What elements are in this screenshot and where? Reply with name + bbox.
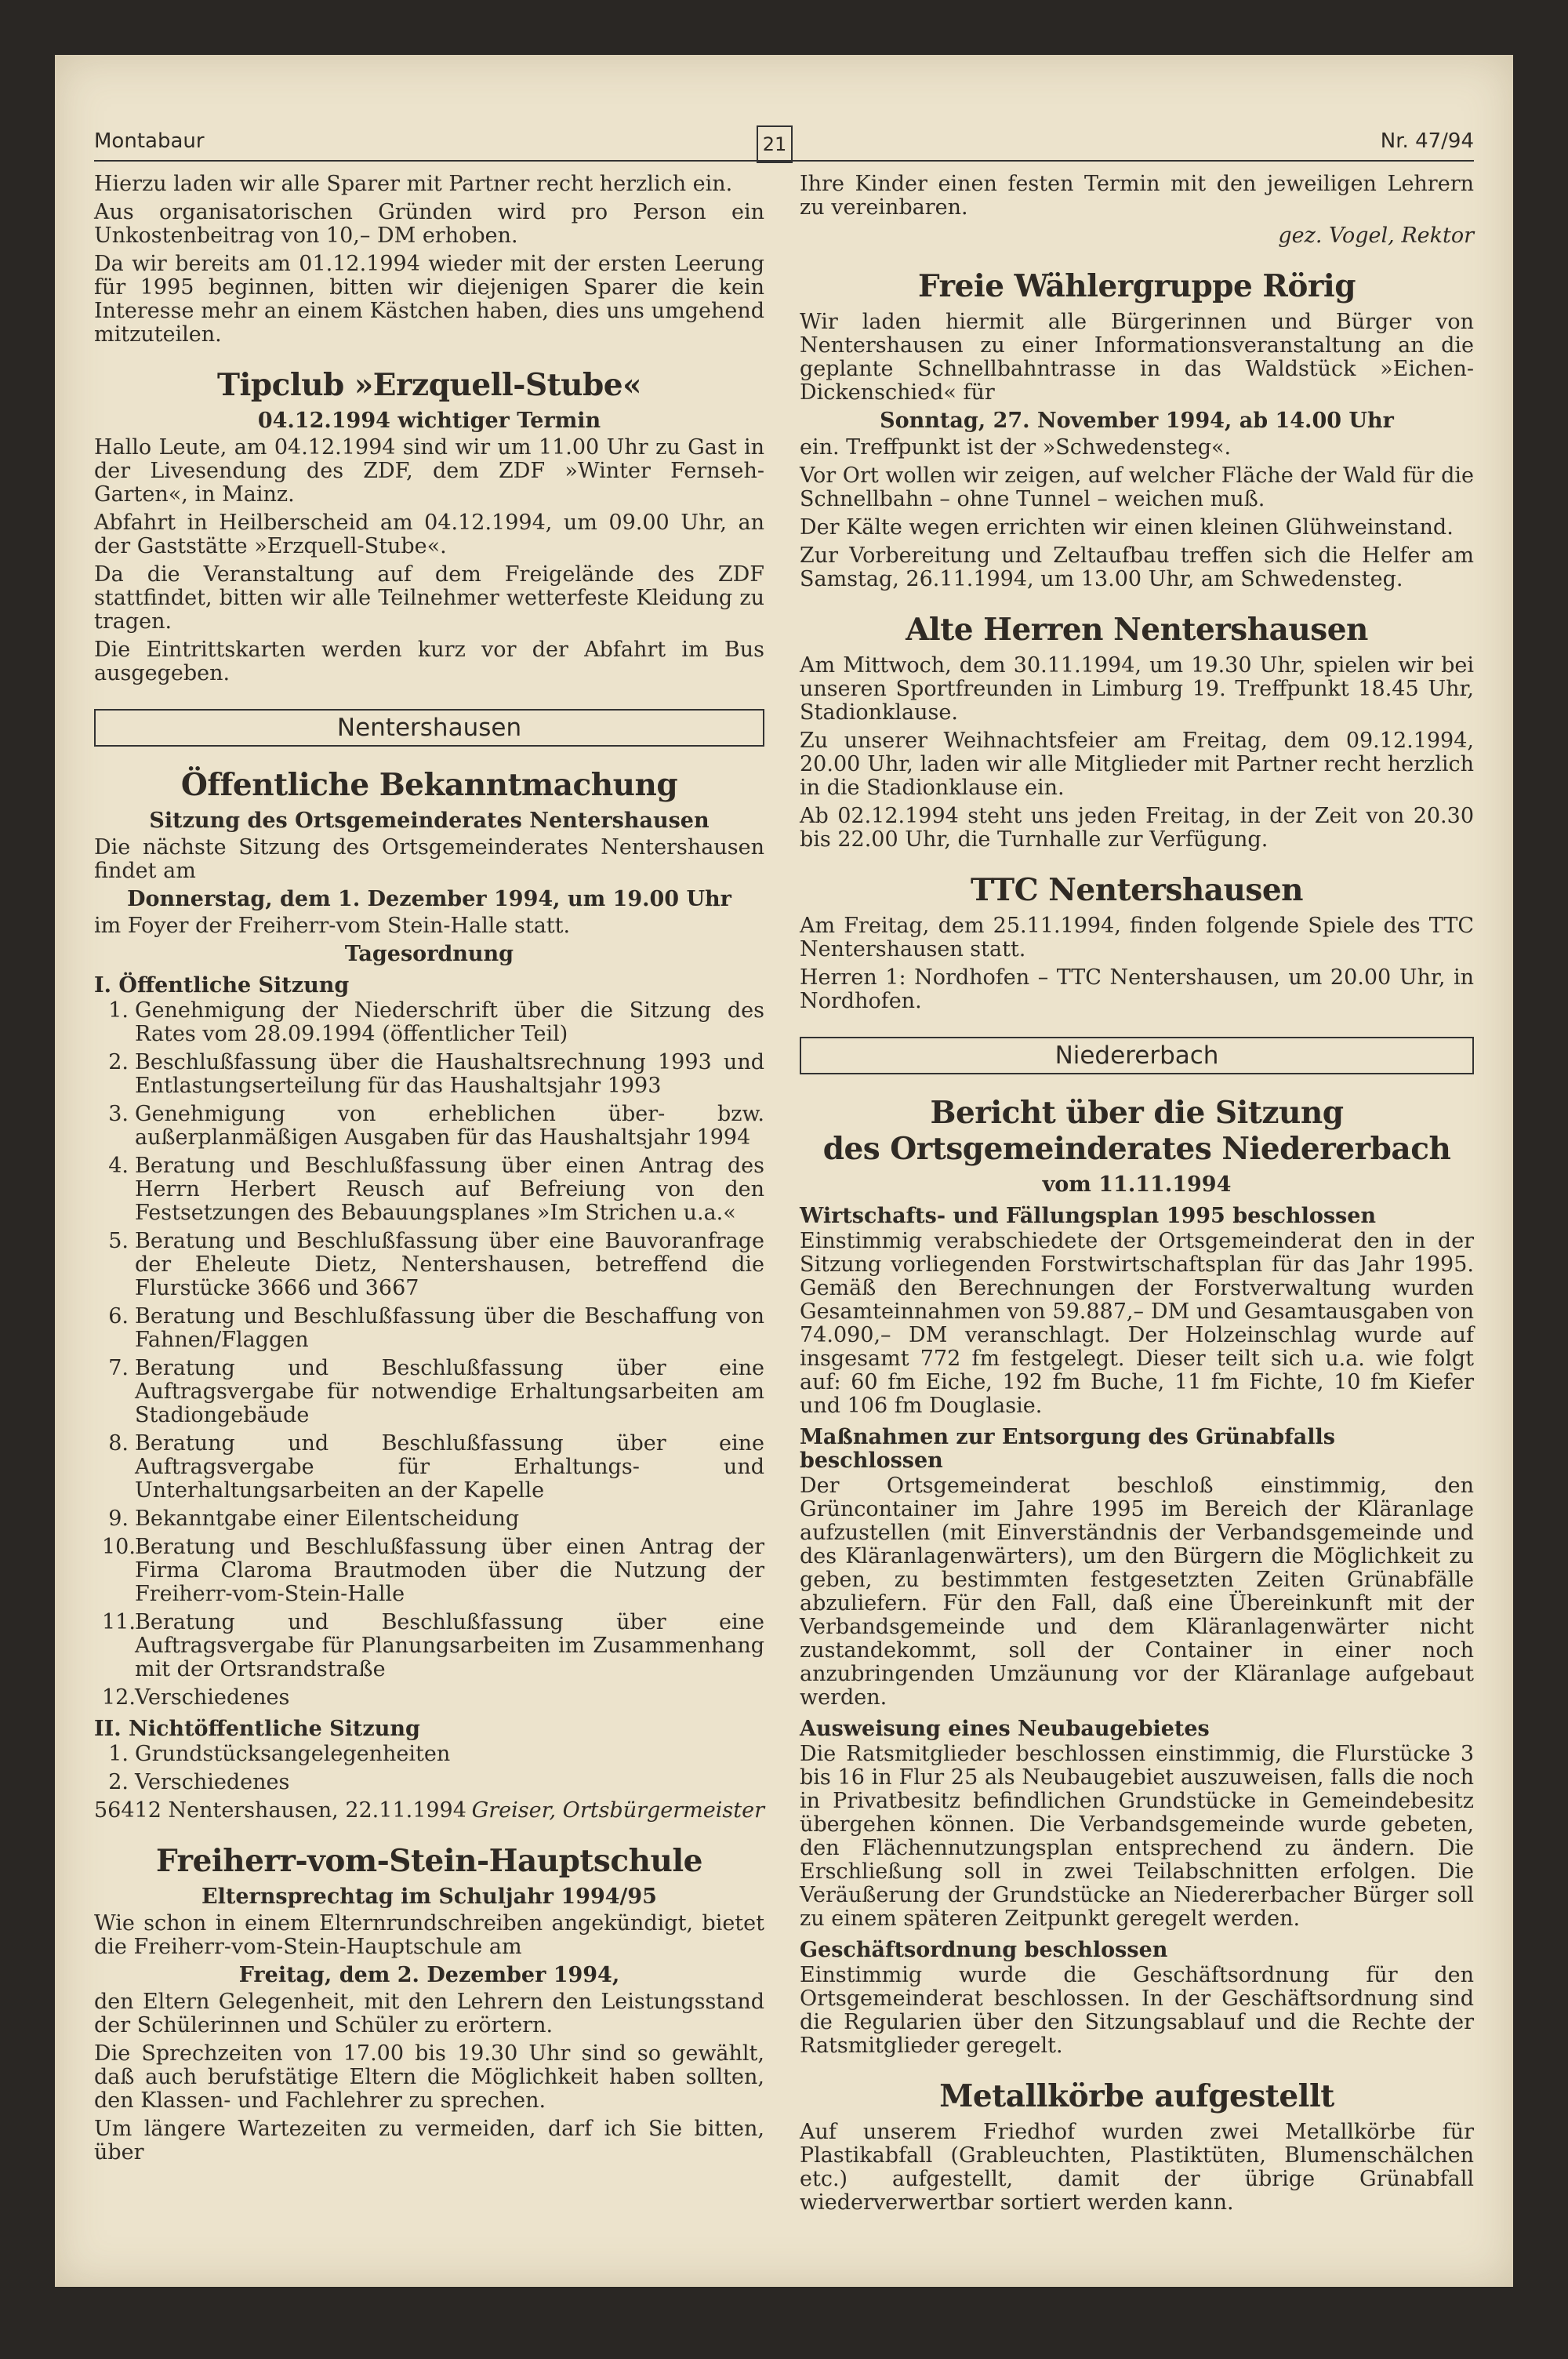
agenda-text: Beschlußfassung über die Haushaltsrechnung 1993 und Entlastungserteilung für das Haushaltsjahr 1993 xyxy=(135,1050,764,1098)
agenda-item xyxy=(94,1536,764,1606)
fwg-para: Zur Vorbereitung und Zeltaufbau treffen sich die Helfer am Samstag, 26.11.1994, um 13.00 Uhr, am Schwedensteg. xyxy=(800,543,1474,591)
ah-para: Am Mittwoch, dem 30.11.1994, um 19.30 Uhr, spielen wir bei unseren Sportfreunden in Limburg 19. Treffpunkt 18.45 Uhr, Stadionklause. xyxy=(800,653,1474,725)
fwg-date: Sonntag, 27. November 1994, ab 14.00 Uhr xyxy=(880,409,1394,433)
tipclub-subtitle: 04.12.1994 wichtiger Termin xyxy=(257,409,601,433)
agenda-num: 11. xyxy=(102,1610,136,1634)
agenda-item xyxy=(94,1357,764,1427)
private-agenda-list xyxy=(94,1743,764,1794)
notice-intro: Die nächste Sitzung des Ortsgemeinderates Nentershausen findet am xyxy=(94,835,764,883)
agenda-num: 7. xyxy=(108,1356,129,1380)
notice-subtitle: Sitzung des Ortsgemeinderates Nentershausen xyxy=(149,809,710,833)
report-title-line1: Bericht über die Sitzung xyxy=(930,1095,1344,1131)
agenda-item xyxy=(94,1771,764,1794)
school-signature: gez. Vogel, Rektor xyxy=(1278,224,1474,248)
report-date: vom 11.11.1994 xyxy=(1042,1172,1232,1197)
notice-date: Donnerstag, dem 1. Dezember 1994, um 19.00 Uhr xyxy=(127,887,731,911)
agenda-item xyxy=(94,1154,764,1225)
agenda-item xyxy=(94,1230,764,1300)
agenda-text: Beratung und Beschlußfassung über die Beschaffung von Fahnen/Flaggen xyxy=(135,1304,764,1352)
agenda-num: 3. xyxy=(108,1102,129,1126)
fwg-para: Der Kälte wegen errichten wir einen kleinen Glühweinstand. xyxy=(800,515,1454,540)
agenda-title: Tagesordnung xyxy=(344,942,514,966)
intro-para: Aus organisatorischen Gründen wird pro Person ein Unkostenbeitrag von 10,– DM erhoben. xyxy=(94,200,764,248)
agenda-num: 4. xyxy=(108,1154,129,1178)
agenda-text: Beratung und Beschlußfassung über eine Auftragsvergabe für Planungsarbeiten im Zusammenhang mit der Ortsrandstraße xyxy=(135,1610,764,1681)
school-intro: Wie schon in einem Elternrundschreiben angekündigt, bietet die Freiherr-vom-Stein-Hauptschule am xyxy=(94,1911,764,1959)
ttc-title: TTC Nentershausen xyxy=(970,872,1304,908)
agenda-text: Verschiedenes xyxy=(135,1770,290,1794)
agenda-text: Beratung und Beschlußfassung über eine Bauvoranfrage der Eheleute Dietz, Nentershausen, betreffend die Flurstücke 3666 und 3667 xyxy=(135,1229,764,1300)
agenda-text: Genehmigung von erheblichen über- bzw. außerplanmäßigen Ausgaben für das Haushaltsjahr 1994 xyxy=(135,1102,764,1150)
tipclub-para: Hallo Leute, am 04.12.1994 sind wir um 11.00 Uhr zu Gast in der Livesendung des ZDF, dem ZDF »Winter Fernseh-Garten«, in Mainz. xyxy=(94,435,764,507)
header-town: Montabaur xyxy=(94,129,205,153)
page-number: 21 xyxy=(757,125,793,163)
report-title-line2: des Ortsgemeinderates Niedererbach xyxy=(822,1131,1451,1167)
report-section-text: Einstimmig verabschiedete der Ortsgemeinderat den in der Sitzung vorliegenden Forstwirtschaftsplan für das Jahr 1995. Gemäß den Berechnungen der Forstverwaltung wurden Gesamteinnahmen von 59.887,– DM und Gesamtausgaben von 74.090,– DM veranschlagt. Der Holzeinschlag wurde auf insgesamt 772 fm festgelegt. Dieser teilt sich u.a. wie folgt auf: 60 fm Eiche, 192 fm Buche, 11 fm Fichte, 10 fm Kiefer und 106 fm Douglasie. xyxy=(800,1229,1474,1418)
agenda-num: 12. xyxy=(102,1685,136,1710)
agenda-num: 1. xyxy=(108,1742,129,1766)
agenda-num: 1. xyxy=(108,998,129,1023)
notice-place-date: 56412 Nentershausen, 22.11.1994 xyxy=(94,1798,466,1823)
agenda-num: 2. xyxy=(108,1050,129,1074)
agenda-text: Beratung und Beschlußfassung über eine Auftragsvergabe für Erhaltungs- und Unterhaltungsarbeiten an der Kapelle xyxy=(135,1431,764,1503)
notice-title: Öffentliche Bekanntmachung xyxy=(180,767,678,803)
ah-para: Ab 02.12.1994 steht uns jeden Freitag, in der Zeit von 20.30 bis 22.00 Uhr, die Turnhalle zur Verfügung. xyxy=(800,804,1474,852)
report-section-title: Ausweisung eines Neubaugebietes xyxy=(800,1717,1210,1741)
report-section-text: Einstimmig wurde die Geschäftsordnung für den Ortsgemeinderat beschlossen. In der Geschäftsordnung sind die Regularien über den Sitzungsablauf und die Rechte der Ratsmitglieder geregelt. xyxy=(800,1963,1474,2058)
report-section-text: Der Ortsgemeinderat beschloß einstimmig, den Grüncontainer im Jahre 1995 im Bereich der Kläranlage aufzustellen (mit Einverständnis der Verbandsgemeinde und des Kläranlagenwärters), um den Bürgern die Möglichkeit zu geben, zu bestimmten festgesetzten Zeiten Grünabfälle abzuliefern. Für den Fall, daß eine Übereinkunft mit der Verbandsgemeinde und dem Kläranlagenwärter nicht zustandekommt, soll der Container in einer noch anzubringenden Umzäunung vor der Kläranlage aufgebaut werden. xyxy=(800,1474,1474,1710)
newspaper-page xyxy=(55,55,1513,2287)
report-section-text: Die Ratsmitglieder beschlossen einstimmig, die Flurstücke 3 bis 16 in Flur 25 als Neubaugebiet auszuweisen, falls die noch in Privatbesitz befindlichen Grundstücke in Gemeindebesitz übergehen können. Die Verbandsgemeinde wurde gebeten, den Flächennutzungsplan entsprechend zu ändern. Die Erschließung soll in zwei Teilabschnitten erfolgen. Die Veräußerung der Grundstücke an Niedererbacher Bürger soll zu einem späteren Zeitpunkt geregelt werden. xyxy=(800,1742,1474,1931)
left-column xyxy=(94,173,764,2169)
agenda-text: Bekanntgabe einer Eilentscheidung xyxy=(135,1507,520,1531)
ah-title: Alte Herren Nentershausen xyxy=(906,612,1368,648)
agenda-item xyxy=(94,1103,764,1150)
agenda-item xyxy=(94,1743,764,1766)
fwg-para: ein. Treffpunkt ist der »Schwedensteg«. xyxy=(800,435,1232,460)
tipclub-para: Die Eintrittskarten werden kurz vor der Abfahrt im Bus ausgegeben. xyxy=(94,638,764,685)
agenda-item xyxy=(94,1051,764,1098)
right-column xyxy=(800,173,1474,2219)
agenda-text: Beratung und Beschlußfassung über einen Antrag des Herrn Herbert Reusch auf Befreiung von den Festsetzungen des Bebauungsplanes »Im Strichen u.a.« xyxy=(135,1154,764,1225)
school-date: Freitag, dem 2. Dezember 1994, xyxy=(238,1963,620,1987)
agenda-text: Beratung und Beschlußfassung über einen Antrag der Firma Claroma Brautmoden über die Nutzung der Freiherr-vom-Stein-Halle xyxy=(135,1535,764,1606)
section-header-niedererbach: Niedererbach xyxy=(800,1037,1474,1074)
agenda-num: 10. xyxy=(102,1535,136,1559)
tipclub-title: Tipclub »Erzquell-Stube« xyxy=(217,367,641,403)
public-agenda-list xyxy=(94,999,764,1710)
agenda-num: 2. xyxy=(108,1770,129,1794)
agenda-text: Verschiedenes xyxy=(135,1685,290,1710)
fwg-title: Freie Wählergruppe Rörig xyxy=(918,268,1356,304)
report-section-title: Maßnahmen zur Entsorgung des Grünabfalls beschlossen xyxy=(800,1425,1335,1473)
agenda-item xyxy=(94,1305,764,1352)
ttc-para: Am Freitag, dem 25.11.1994, finden folgende Spiele des TTC Nentershausen statt. xyxy=(800,914,1474,961)
report-section-title: Wirtschafts- und Fällungsplan 1995 beschlossen xyxy=(800,1204,1377,1228)
agenda-item xyxy=(94,1432,764,1503)
private-session-title: II. Nichtöffentliche Sitzung xyxy=(94,1717,420,1741)
section-header-nentershausen: Nentershausen xyxy=(94,709,764,747)
agenda-text: Grundstücksangelegenheiten xyxy=(135,1742,451,1766)
notice-signature: Greiser, Ortsbürgermeister xyxy=(471,1798,764,1823)
ah-para: Zu unserer Weihnachtsfeier am Freitag, dem 09.12.1994, 20.00 Uhr, laden wir alle Mitglieder mit Partner recht herzlich in die Stadionklause ein. xyxy=(800,729,1474,800)
school-para: Die Sprechzeiten von 17.00 bis 19.30 Uhr sind so gewählt, daß auch berufstätige Eltern die Möglichkeit haben sollten, den Klassen- und Fachlehrer zu sprechen. xyxy=(94,2041,764,2113)
agenda-item xyxy=(94,1611,764,1681)
agenda-text: Beratung und Beschlußfassung über eine Auftragsvergabe für notwendige Erhaltungsarbeiten am Stadiongebäude xyxy=(135,1356,764,1427)
agenda-num: 8. xyxy=(108,1431,129,1456)
school-subtitle: Elternsprechtag im Schuljahr 1994/95 xyxy=(201,1885,657,1909)
issue-number: Nr. 47/94 xyxy=(1380,129,1474,153)
agenda-num: 6. xyxy=(108,1304,129,1329)
report-section-title: Geschäftsordnung beschlossen xyxy=(800,1938,1168,1962)
fwg-para: Vor Ort wollen wir zeigen, auf welcher Fläche der Wald für die Schnellbahn – ohne Tunnel – weichen muß. xyxy=(800,463,1474,511)
school-continuation: Ihre Kinder einen festen Termin mit den jeweiligen Lehrern zu vereinbaren. xyxy=(800,172,1474,220)
agenda-item xyxy=(94,1686,764,1710)
metal-title: Metallkörbe aufgestellt xyxy=(939,2078,1334,2114)
header-rule xyxy=(94,160,1474,162)
tipclub-para: Da die Veranstaltung auf dem Freigelände des ZDF stattfindet, bitten wir alle Teilnehmer wetterfeste Kleidung zu tragen. xyxy=(94,562,764,634)
school-para: den Eltern Gelegenheit, mit den Lehrern den Leistungsstand der Schülerinnen und Schüler zu erörtern. xyxy=(94,1990,764,2037)
intro-para: Da wir bereits am 01.12.1994 wieder mit der ersten Leerung für 1995 beginnen, bitten wir diejenigen Sparer die kein Interesse mehr an einem Kästchen haben, dies uns umgehend mitzuteilen. xyxy=(94,252,764,347)
agenda-item xyxy=(94,1507,764,1531)
school-title: Freiherr-vom-Stein-Hauptschule xyxy=(156,1843,702,1879)
metal-para: Auf unserem Friedhof wurden zwei Metallkörbe für Plastikabfall (Grableuchten, Plastiktüten, Blumenschälchen etc.) aufgestellt, damit der übrige Grünabfall wiederverwertbar sortiert werden kann. xyxy=(800,2120,1474,2215)
agenda-num: 9. xyxy=(108,1507,129,1531)
intro-para: Hierzu laden wir alle Sparer mit Partner recht herzlich ein. xyxy=(94,172,733,196)
fwg-para: Wir laden hiermit alle Bürgerinnen und Bürger von Nentershausen zu einer Informationsveranstaltung an die geplante Schnellbahntrasse in das Waldstück »Eichen-Dickenschied« für xyxy=(800,310,1474,405)
tipclub-para: Abfahrt in Heilberscheid am 04.12.1994, um 09.00 Uhr, an der Gaststätte »Erzquell-Stube«. xyxy=(94,511,764,558)
school-para: Um längere Wartezeiten zu vermeiden, darf ich Sie bitten, über xyxy=(94,2117,764,2165)
agenda-item xyxy=(94,999,764,1046)
agenda-text: Genehmigung der Niederschrift über die Sitzung des Rates vom 28.09.1994 (öffentlicher Teil) xyxy=(135,998,764,1046)
public-session-title: I. Öffentliche Sitzung xyxy=(94,973,350,998)
notice-signature-row xyxy=(94,1799,764,1823)
notice-place: im Foyer der Freiherr-vom Stein-Halle statt. xyxy=(94,914,571,938)
ttc-para: Herren 1: Nordhofen – TTC Nentershausen, um 20.00 Uhr, in Nordhofen. xyxy=(800,965,1474,1013)
agenda-num: 5. xyxy=(108,1229,129,1253)
